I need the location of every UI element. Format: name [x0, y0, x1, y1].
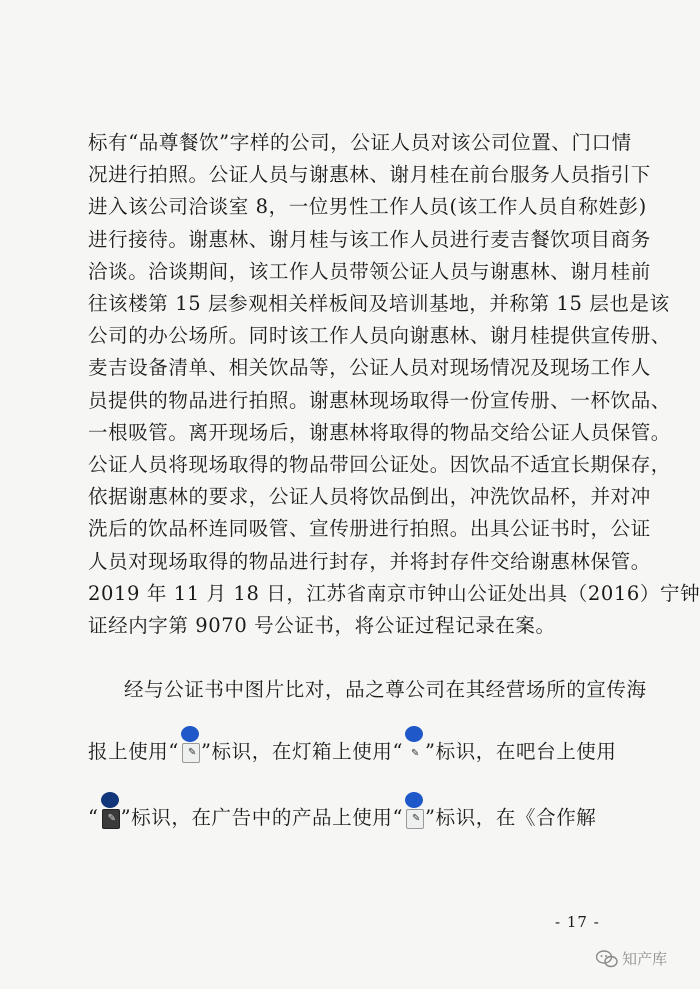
pinzun-logo-icon — [404, 808, 424, 830]
body-line: 洽谈。洽谈期间，该工作人员带领公证人员与谢惠林、谢月桂前 — [88, 259, 651, 283]
body-line: 标有“品尊餐饮”字样的公司，公证人员对该公司位置、门口情 — [88, 131, 632, 154]
text-fragment: ”标识，在广告中的产品上使用“ — [120, 806, 404, 829]
logo-frame — [406, 745, 422, 763]
logo-blob — [405, 792, 423, 808]
logo-blob — [405, 726, 423, 742]
logo-figure: ✎ — [107, 813, 117, 824]
body-line: 洗后的饮品杯连同吸管、宣传册进行拍照。出具公证书时，公证 — [88, 517, 651, 541]
body-line: 进入该公司洽谈室 8，一位男性工作人员(该工作人员自称姓彭) — [88, 195, 647, 219]
page-number: - 17 - — [555, 913, 600, 931]
body-line: 员提供的物品进行拍照。谢惠林现场取得一份宣传册、一杯饮品、 — [88, 388, 671, 412]
logo-figure: ✎ — [411, 748, 421, 759]
text-fragment: ”标识，在《合作解 — [425, 806, 597, 829]
watermark-text: 知产库 — [622, 950, 668, 968]
body-line: 进行接待。谢惠林、谢月桂与该工作人员进行麦吉餐饮项目商务 — [88, 227, 651, 251]
body-line: 一根吸管。离开现场后，谢惠林将取得的物品交给公证人员保管。 — [88, 420, 671, 444]
logo-usage-line-2 — [88, 806, 606, 830]
logo-frame — [102, 809, 120, 829]
text-span: 经与公证书中图片比对，品之尊公司在其经营场所的宣传海 — [124, 678, 647, 701]
body-line: 2019 年 11 月 18 日，江苏省南京市钟山公证处出具（2016）宁钟 — [88, 581, 700, 605]
pinzun-logo-icon — [180, 742, 200, 764]
logo-frame — [406, 809, 424, 829]
body-line: 况进行拍照。公证人员与谢惠林、谢月桂在前台服务人员指引下 — [88, 163, 651, 187]
logo-figure: ✎ — [187, 747, 197, 758]
logo-blob — [101, 792, 119, 808]
logo-frame — [182, 743, 200, 763]
body-line: 公证人员将现场取得的物品带回公证处。因饮品不适宜长期保存， — [88, 453, 671, 476]
text-span — [88, 806, 596, 830]
text-fragment: 报上使用“ — [88, 740, 179, 763]
logo-blob — [181, 726, 199, 742]
text-fragment: “ — [88, 806, 99, 829]
body-line: 依据谢惠林的要求，公证人员将饮品倒出，冲洗饮品杯，并对冲 — [88, 485, 651, 509]
body-line: 人员对现场取得的物品进行封存，并将封存件交给谢惠林保管。 — [88, 549, 651, 573]
text-span — [88, 740, 617, 764]
pinzun-logo-icon — [404, 742, 424, 764]
text-fragment: ”标识，在灯箱上使用“ — [200, 740, 404, 763]
logo-usage-line-1 — [88, 740, 617, 764]
body-line: 公司的办公场所。同时该工作人员向谢惠林、谢月桂提供宣传册、 — [88, 324, 671, 348]
paragraph-2-line-1 — [124, 678, 647, 702]
body-line: 证经内字第 9070 号公证书，将公证过程记录在案。 — [88, 614, 556, 637]
wechat-icon — [596, 950, 618, 968]
pinzun-logo-icon — [100, 808, 120, 830]
logo-figure: ✎ — [412, 813, 422, 824]
body-line: 往该楼第 15 层参观相关样板间及培训基地，并称第 15 层也是该 — [88, 292, 670, 315]
watermark — [596, 948, 667, 969]
body-line: 麦吉设备清单、相关饮品等，公证人员对现场情况及现场工作人 — [88, 356, 651, 380]
text-fragment: ”标识，在吧台上使用 — [425, 740, 617, 763]
